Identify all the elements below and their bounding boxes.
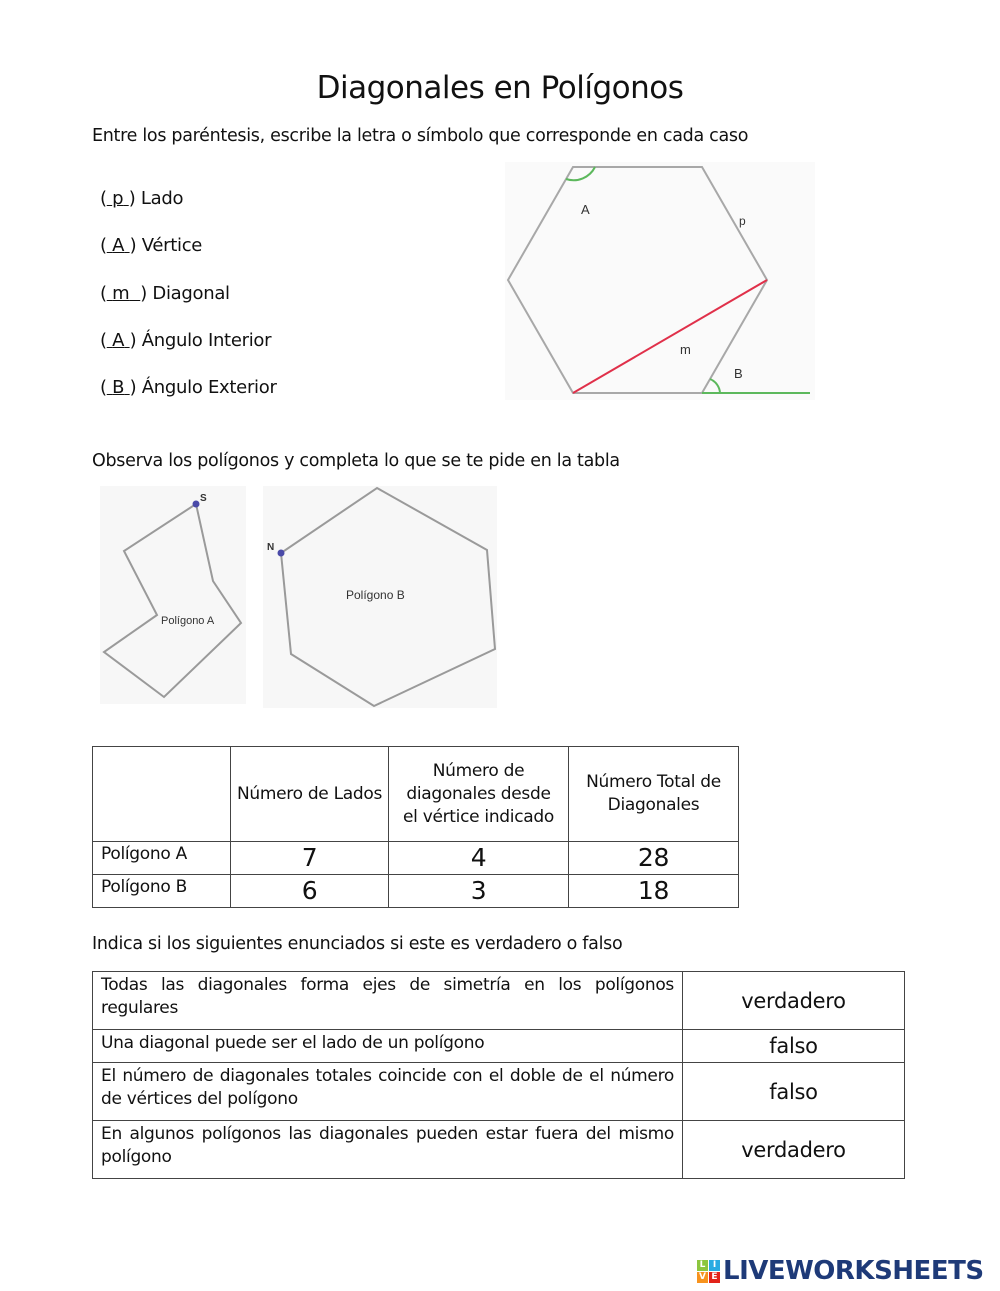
label-a: A [581,202,590,217]
polygon-a-label: Polígono A [161,615,215,627]
page-title: Diagonales en Polígonos [316,70,684,106]
answer-field[interactable]: A [112,330,125,351]
polygon-b-label: Polígono B [346,588,405,602]
statement: En algunos polígonos las diagonales pueden estar fuera del mismo polígono [93,1121,683,1179]
table-row [93,875,739,908]
label-m: m [680,342,691,357]
label-b: B [734,366,743,381]
diag-from-vertex-answer[interactable]: 4 [389,842,569,875]
match-item-angulo-exterior: ( B ) Ángulo Exterior [100,377,277,398]
answer-field[interactable]: m [112,283,130,304]
logo-icon: L I V E [697,1260,720,1283]
statement: El número de diagonales totales coincide con el doble de el número de vértices del polígono [93,1063,683,1121]
true-false-table [92,971,905,1179]
table-row [93,1063,905,1121]
total-diag-answer[interactable]: 28 [569,842,739,875]
statement: Una diagonal puede ser el lado de un polígono [93,1030,683,1063]
answer-field[interactable]: p [112,188,124,209]
header-diag-from-vertex: Número de diagonales desde el vértice indicado [389,747,569,842]
match-item-diagonal: ( m ) Diagonal [100,283,230,304]
label-p: p [739,214,746,228]
sides-answer[interactable]: 7 [231,842,389,875]
header-sides: Número de Lados [231,747,389,842]
diag-from-vertex-answer[interactable]: 3 [389,875,569,908]
total-diag-answer[interactable]: 18 [569,875,739,908]
match-item-lado: ( p ) Lado [100,188,184,209]
section3-instruction: Indica si los siguientes enunciados si este es verdadero o falso [92,934,623,954]
answer-field[interactable]: B [112,377,125,398]
statement: Todas las diagonales forma ejes de simetría en los polígonos regulares [93,972,683,1030]
section2-instruction: Observa los polígonos y completa lo que se te pide en la tabla [92,451,620,471]
table-row [93,842,739,875]
header-total-diag: Número Total de Diagonales [569,747,739,842]
polygon-a-figure [100,486,246,704]
row-label: Polígono B [93,875,231,908]
polygon-b-figure [263,486,497,708]
polygon-table [92,746,739,908]
header-empty [93,747,231,842]
table-row [93,1121,905,1179]
row-label: Polígono A [93,842,231,875]
vertex-n-label: N [267,542,275,553]
answer-field[interactable]: falso [683,1063,905,1121]
sides-answer[interactable]: 6 [231,875,389,908]
hexagon-figure [505,162,815,400]
answer-field[interactable]: verdadero [683,1121,905,1179]
logo-text: LIVEWORKSHEETS [723,1256,984,1286]
match-item-angulo-interior: ( A ) Ángulo Interior [100,330,272,351]
table-row [93,972,905,1030]
answer-field[interactable]: falso [683,1030,905,1063]
vertex-s-label: S [200,493,207,504]
match-item-vertice: ( A ) Vértice [100,235,203,256]
answer-field[interactable]: verdadero [683,972,905,1030]
table-row [93,1030,905,1063]
answer-field[interactable]: A [112,235,125,256]
section1-instruction: Entre los paréntesis, escribe la letra o símbolo que corresponde en cada caso [92,126,749,146]
liveworksheets-logo[interactable] [697,1256,984,1286]
